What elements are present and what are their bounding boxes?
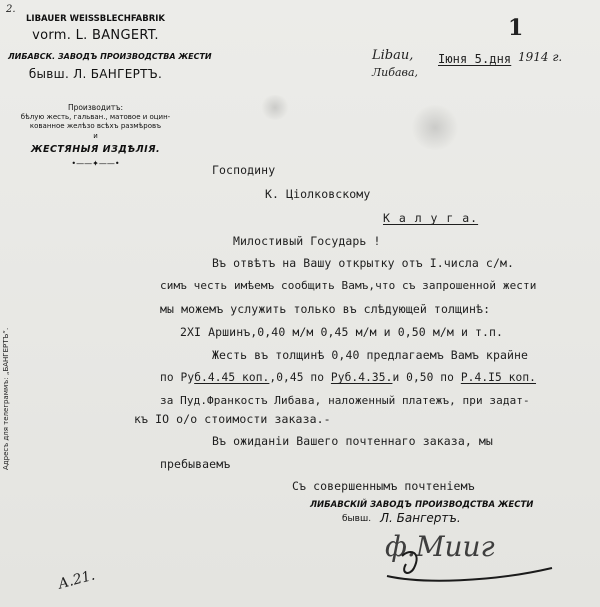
paper-stain [410, 105, 460, 150]
letterhead-produces-line1: бѣлую жесть, гальван., матовое и оцин- [20, 113, 171, 121]
place-ru: Либава, [372, 66, 418, 79]
price-mid-2: и 0,50 по [392, 371, 461, 384]
corner-mark: 2. [6, 4, 16, 15]
price-line [160, 371, 536, 384]
body-line: пребываемъ [160, 457, 231, 471]
body-line: мы можемъ услужить только въ слѣдующей толщинѣ: [160, 302, 491, 316]
letterhead-produces-and: и [93, 132, 98, 140]
recipient-city: К а л у г а. [383, 211, 479, 225]
price-0-40: б.4.45 коп. [194, 371, 270, 384]
stamp-company: ЛИБАВСКІЙ ЗАВОДЪ ПРОИЗВОДСТВА ЖЕСТИ [310, 500, 534, 510]
price-0-45: Руб.4.35. [330, 371, 393, 384]
stamp-prefix: бывш. [342, 514, 372, 524]
recipient-salutation: Господину [212, 163, 276, 177]
greeting: Милостивый Государь ! [233, 234, 381, 248]
page-number: 1 [508, 15, 524, 41]
closing-regards: Съ совершеннымъ почтеніемъ [292, 479, 475, 493]
body-line: къ IO o/o стоимости заказа.- [134, 412, 331, 426]
price-0-50: Р.4.I5 коп. [460, 371, 537, 384]
body-line: Въ отвѣтъ на Вашу открытку отъ I.числа с/м. [212, 256, 515, 270]
signature-flourish-icon [382, 546, 562, 586]
body-line: за Пуд.Франкостъ Либава, наложенный платежъ, при задат- [160, 394, 530, 407]
letterhead-ornament: •——✦——• [71, 159, 120, 168]
letterhead-de-owner: vorm. L. BANGERT. [32, 28, 159, 43]
letterhead-ru-owner: бывш. Л. БАНГЕРТЪ. [28, 67, 163, 81]
letterhead-produces-line3: ЖЕСТЯНЫЯ ИЗДѢЛІЯ. [30, 144, 161, 155]
date-text: Іюня 5.дня [438, 52, 512, 66]
body-line: симъ честь имѣемъ сообщить Вамъ,что съ запрошенной жести [160, 279, 537, 292]
body-line: Въ ожиданіи Вашего почтеннаго заказа, мы [212, 434, 493, 448]
letterhead-produces-label: Производитъ: [67, 103, 124, 112]
paper-stain [260, 95, 290, 120]
letterhead-de-name: LIBAUER WEISSBLECHFABRIK [25, 14, 166, 24]
body-line: 2XI Аршинъ,0,40 м/м 0,45 м/м и 0,50 м/м и т.п. [180, 325, 504, 339]
date-year: 1914 г. [518, 50, 563, 64]
signature-text: ф.Мииг [385, 530, 495, 563]
archive-note: А.21. [56, 567, 97, 593]
price-prefix: по Ру [160, 371, 195, 384]
stamp-name: Л. Бангертъ. [380, 511, 461, 525]
telegram-address-note: Адресъ для телеграммъ: „БАНГЕРТЪ“. [2, 327, 10, 470]
letterhead-ru-name: ЛИБАВСК. ЗАВОДЪ ПРОИЗВОДСТВА ЖЕСТИ [8, 52, 212, 61]
recipient-name: К. Ціолковскому [265, 187, 371, 201]
price-mid-1: ,0,45 по [269, 371, 331, 384]
body-line: Жесть въ толщинѣ 0,40 предлагаемъ Вамъ крайне [212, 348, 529, 362]
place-latin: Libau, [372, 48, 414, 63]
letterhead-produces-line2: кованное желѣзо всѣхъ размѣровъ [29, 122, 162, 130]
